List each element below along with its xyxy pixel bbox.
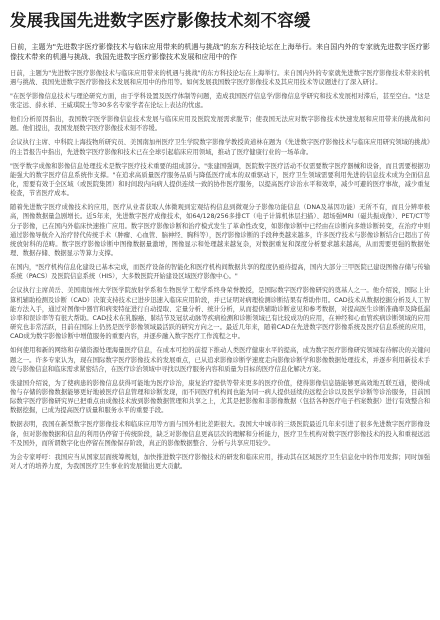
body-paragraph: 会议执行主席黄岳、美国南加州大学医学院放射学系和生物医学工程学系终身荣誉教授，是国际数字医疗影像研究的奠基人之一。他介绍说，国际上计算机辅助检测及诊断（CAD）决策支持技术已进步迅速入临床应用阶段，并已证明对病理检测诊断结果有帮助作用。CAD技术从数据挖掘分析及人工智能方法入手，通过对图像中器官和病变特征进行自动提取、定量分析、统计分析，从而提供辅助诊断意见和参考数据，对提高医生诊断准确率及降低漏诊率和误诊率等有很大帮助。CAD技术在乳腺癌、肺结节及冠状动脉等疾病检测和诊断领域已有比较成功的应用，在神经和心血管疾病诊断领域的应用研究也非常活跃，目前在国际上仍然是医学影像领域最活跃的研究方向之一。最近几年来，随着CAD在先进数字医疗影像系统及医疗信息系统的应用，CAD成为数字影像诊断中增值服务的重要内容，并逐步融入数字医疗工作流程之中。 xyxy=(10,287,430,341)
body-paragraph: 在国内，"医疗机构信息化建设已基本完成，而医疗设备的智能化和医疗机构间数据共享的程度仍亟待提高，国内大部分三甲医院已建设图像存储与传输系统（PACS）及医院信息系统（HIS），大多数医院开始建设区域医疗影像中心。" xyxy=(10,264,430,281)
body-paragraph: 为会专家呼吁：我国应当从国家层面统筹规划，加快推进数字医疗影像技术的研发和临床应用，推动其在区域医疗卫生信息化中的作用发挥；同时加强对人才的培养力度，为我国医疗卫生事业的发展做出更大贡献。 xyxy=(10,453,430,471)
body-paragraph: "医学数字成像和影像信息处理技术是数字医疗技术重要的组成部分。"张建国强调，医院数字医疗活动不仅需要数字医疗器械和设备，而且需要根据功能强大的数字医疗信息系统作支撑。"在追求高质量医疗服务品质与降低医疗成本的双重驱动下，医疗卫生领域需要利用先进的信息技术成为全面信息化，需要有效于全区域（或医院集团）和时间段内向病人提供连续一致的协作医疗服务，以提高医疗诊治水平和效率，减少可避的医疗事故，减少重复检查，节省医疗成本。 xyxy=(10,162,430,198)
body-paragraph: 数据表明，我国在新型数字医疗影像技术和临床应用等方面与国外相比差距很大。我国大中城市的三级医院最近几年来引进了很多先进数字医疗影像设备，但对影像数据和信息的利用仍停留于传统阶段，缺乏对影像信息更高层次的理解和分析能力，医疗卫生机构对数字医疗影像技术的投入和重视远远不及国外，而所谓数字化也停留在图像保存阶段，真正的影像数据整合、分析与共享应用较少。 xyxy=(10,421,430,447)
body-paragraph: 日前，主题为"先进数字医疗影像技术与临床应用带来的机遇与挑战"的东方科技论坛在上海举行。来自国内外的专家就先进数字医疗影像技术带来的机遇与挑战、我国先进数字医疗影像技术发展和应用中的作用等。如何发展我国数字医疗影像技术及其应用技术等议题进行了深入研讨。 xyxy=(10,69,430,87)
body-paragraph: 他们分析原因指出，我国数字医学影像信息技术发展与临床应用及医院发展需求脱节；使我国无法应对数字影像技术快速发展和应用带来的挑战和问题。他们提出，我国发展数字医疗影像技术刻不容缓。 xyxy=(10,116,430,133)
body-paragraph: 如何使用和新的网络和存储资源处理海量医疗信息，在成本可控的前提下推动人类医疗健康水平的提高，成为数字医疗影像研究领域有待解决的关键问题之一。许多专家认为，现在国际数字医疗影像技术的发展重点，已从追求影像诊断学速度走向影像诊断学和影像数据处理技术，并逐步利用新技术手段与影像信息和临床需求紧密结合，在医疗诊治领域中寻找以医疗服务内容和质量为目标的医疗信息化解决方案。 xyxy=(10,347,430,373)
document xyxy=(10,10,430,476)
body-paragraph: 随着先进数字医疗成像技术的应用，医疗从业者获取人体微观到宏观结构信息到微观分子影像功能信息（DNA及基因功能）无所不有，而且分辨率极高，图像数据量急剧增长。近5年来，先进数字医疗成像技术，如64/128/256多排CT（电子计算机体层扫描）、超场强MRI（磁共振成像）、PET/CT等分子影像，已在国内外临床快速推广应用。数字医疗影像诊断和治疗模式发生了革命性改变，如影像诊断中已经由在诊断向多维诊断转变，在治疗中则通过影像导航介入治疗替代传统手术（肿瘤、心血管、脑神经、胸科等），医疗影像诊断的手段种类越来越多，许多医疗技术与影像诊断结合已超出了传统放射科的范畴。数字医疗影像诊断中图像数据量激增，图像显示和处理越来越复杂，对数据重复和深度分析要求越来越高，从而需要更强的数据处理、数据存储、数据显示等算力支撑。 xyxy=(10,204,430,258)
page-title: 发展我国先进数字医疗影像技术刻不容缓 xyxy=(10,11,311,30)
body-paragraph: 张建国介绍说，为了使病患的影像信息获得可能地为医疗诊治，康复治疗提供等带来更多的医疗价值，使得影像信息链能够更高效地互联互通，使得成像与存储的影像数据能够更好地被医疗信息管理和诊断发现，而不同医疗机构间也能为同一病人提供延续的远程会诊以及医学诊断等诊治服务，目前国际数字医疗影像研究界已把重点由成像技术放到影像数据管理和共享之上，尤其是把影像和非影像数据（包括各种医疗电子档案数据）进行有效整合和数据挖掘，已成为提高医疗质量和服务水平的重要手段。 xyxy=(10,379,430,415)
body-paragraph: 会议执行主席、中科院上海技物所研究员、美国南加州医疗卫生学院数字影像学教授黄道林在题为《先进数字医疗影像技术与临床应用研究领域的挑战》的主旨报告中指出，先进数字医疗影像和技术已在全球引起临床应用领域，推动了医疗健康行业的一场革命。 xyxy=(10,139,430,156)
lead-paragraph: 日前，主题为"先进数字医疗影像技术与临床应用带来的机遇与挑战"的东方科技论坛在上海举行。来自国内外的专家就先进数字医疗影像技术带来的机遇与挑战、我国先进数字医疗影像技术发展和应用中的作 xyxy=(10,42,430,62)
body-paragraph: "在医学影像信息技术与理论研究方面，由于学科设置及医疗体制等问题，造成我国医疗信息学/影像信息学研究和技术发展相对滞后，甚至空白。"这是张定远、薛永祥、王威琪院士等30多名专家学者在论坛上表达的忧虑。 xyxy=(10,93,430,110)
